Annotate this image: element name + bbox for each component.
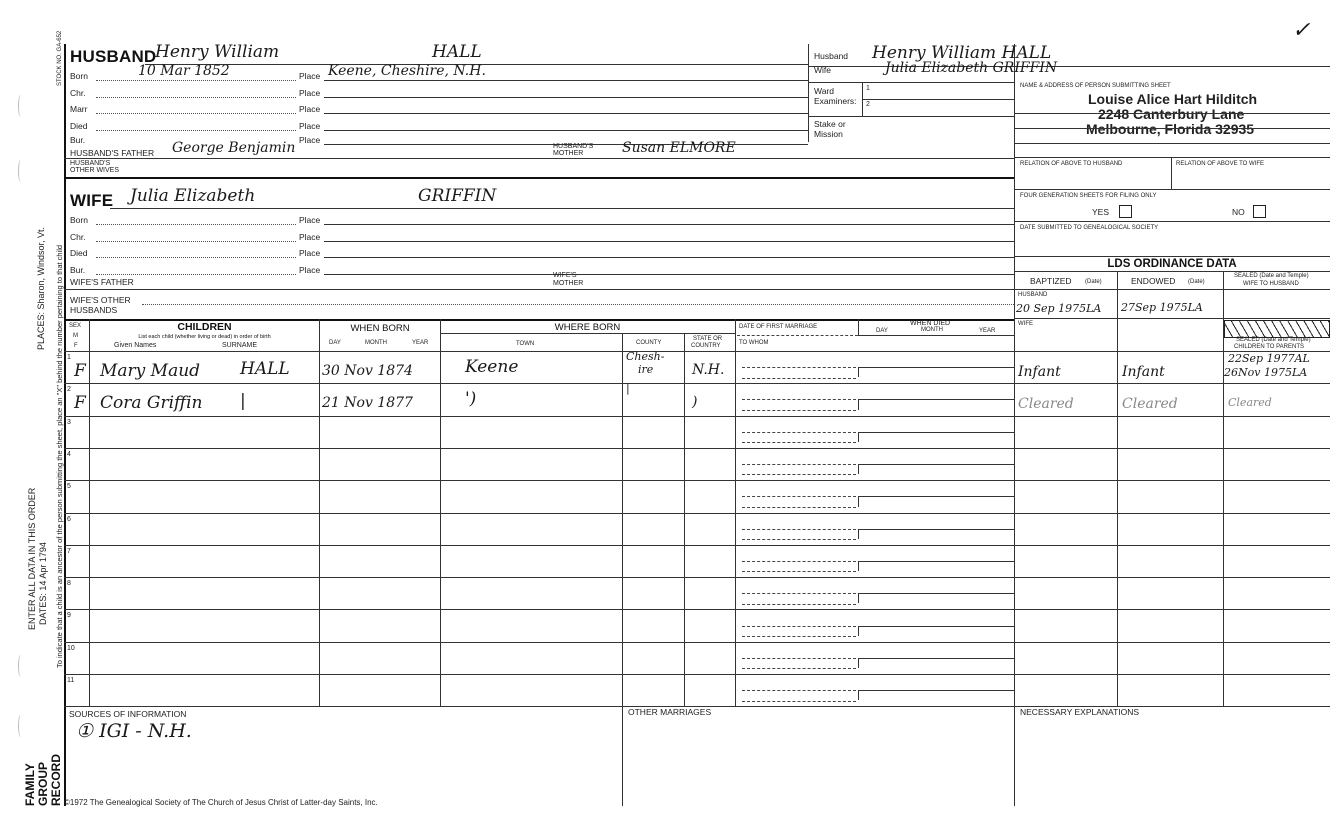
child-sex: F	[74, 361, 86, 381]
child-sex: F	[74, 393, 86, 414]
child-county-1: |	[626, 382, 630, 396]
child-number: 3	[67, 418, 71, 426]
died-box-line	[858, 529, 859, 539]
husbands-father-label: HUSBAND'S FATHER	[70, 148, 155, 158]
died-box-line	[858, 626, 1014, 627]
to-whom-label: TO WHOM	[739, 340, 769, 346]
wifes-mother-label-2: MOTHER	[553, 280, 584, 287]
wifes-other-label-1: WIFE'S OTHER	[70, 295, 131, 305]
child-state: )	[692, 394, 698, 411]
mission-label: Mission	[814, 129, 843, 139]
field-line	[96, 274, 296, 275]
dates-note: DATES: 14 Apr 1794	[38, 542, 48, 625]
died-box-line	[858, 690, 1014, 691]
examiners-mid	[862, 99, 1014, 100]
right-column-divider	[1014, 44, 1015, 806]
section-divider	[64, 177, 1014, 179]
address-line	[1014, 128, 1330, 129]
first-marriage-label: DATE OF FIRST MARRIAGE	[739, 324, 818, 330]
wife-surname: GRIFFIN	[418, 186, 497, 206]
lds-row-line	[1014, 480, 1330, 481]
lds-row-line	[1014, 383, 1330, 384]
died-box-line	[858, 561, 859, 571]
field-line	[324, 130, 808, 131]
child-town: ')	[465, 389, 477, 410]
name-address-label: NAME & ADDRESS OF PERSON SUBMITTING SHEET	[1020, 83, 1171, 89]
where-born-label: WHERE BORN	[554, 322, 621, 333]
died-box-line	[858, 496, 859, 506]
child-row-line	[64, 448, 1014, 449]
field-line	[96, 97, 296, 98]
died-box-line	[858, 464, 1014, 465]
punch-mark	[18, 160, 23, 182]
form-title-group: GROUP	[36, 761, 50, 806]
stake-top	[808, 116, 1014, 117]
husbands-other-wives-1: HUSBAND'S	[70, 160, 111, 167]
place-label: Place	[299, 248, 321, 258]
ward-label: Ward	[814, 86, 834, 96]
examiner-2: 2	[866, 101, 870, 108]
field-line	[324, 224, 1014, 225]
col-divider	[684, 333, 685, 706]
where-born-line	[440, 333, 735, 334]
field-line	[64, 289, 1014, 290]
husbands-mother-label-2: MOTHER	[553, 150, 584, 157]
marriage-dash	[742, 507, 856, 508]
place-label: Place	[299, 135, 321, 145]
field-line	[324, 257, 1014, 258]
field-line	[324, 274, 1014, 275]
field-line	[64, 158, 1014, 159]
child-number: 8	[67, 580, 71, 588]
field-line	[324, 80, 808, 81]
child-row-line	[64, 642, 1014, 643]
sealed-wife-label-2: WIFE TO HUSBAND	[1243, 281, 1299, 287]
child-endowed: Infant	[1122, 364, 1165, 380]
child-row-line	[64, 513, 1014, 514]
lds-row-line	[1014, 577, 1330, 578]
when-died-label: WHEN DIED	[910, 320, 951, 327]
child-number: 11	[67, 677, 75, 684]
died-box-line	[858, 626, 859, 636]
child-given-names: Mary Maud	[100, 361, 201, 381]
child-number: 7	[67, 547, 71, 555]
ancestor-note: To indicate that a child is an ancestor of the person submitting the sheet, place an "X" behind the number pertaining to that child	[55, 244, 64, 668]
lds-wife-label: WIFE	[1018, 321, 1033, 327]
place-label: Place	[299, 232, 321, 242]
header-bottom	[64, 351, 1014, 352]
field-line	[324, 97, 808, 98]
marriage-dash	[742, 636, 856, 637]
relation-husband-label: RELATION OF ABOVE TO HUSBAND	[1020, 161, 1123, 167]
sex-label: SEX	[69, 323, 82, 329]
marriage-dash	[742, 658, 856, 659]
baptized-label: BAPTIZED	[1030, 276, 1072, 286]
husbands-father: George Benjamin	[172, 140, 296, 156]
child-sealed-1: 22Sep 1977AL	[1228, 352, 1310, 365]
husband-surname: HALL	[432, 42, 482, 62]
marriage-dash	[742, 432, 856, 433]
lds-row-line	[1014, 448, 1330, 449]
submitter-name: Louise Alice Hart Hilditch	[1088, 91, 1258, 107]
submitter-street: 2248 Canterbury Lane	[1098, 106, 1245, 122]
marriage-dash	[742, 442, 856, 443]
marriage-dash	[742, 399, 856, 400]
child-row-line	[64, 416, 1014, 417]
field-line	[96, 224, 296, 225]
husband-given-names: Henry William	[155, 42, 280, 62]
wife-heading: WIFE	[70, 191, 114, 210]
field-line	[142, 304, 1014, 305]
address-line	[1014, 113, 1330, 114]
marriage-dash	[742, 367, 856, 368]
died-day-label: DAY	[876, 328, 888, 334]
col-divider	[622, 333, 623, 806]
died-box-line	[858, 658, 859, 668]
lds-line	[1014, 271, 1330, 272]
marriage-dash	[742, 529, 856, 530]
child-born-date: 21 Nov 1877	[322, 395, 413, 412]
field-line	[96, 257, 296, 258]
four-gen-label: FOUR GENERATION SHEETS FOR FILING ONLY	[1020, 193, 1157, 199]
died-box-line	[858, 658, 1014, 659]
stake-label: Stake or	[814, 119, 846, 129]
marriage-dash	[742, 539, 856, 540]
child-baptized: Infant	[1018, 364, 1061, 380]
child-row-line	[64, 674, 1014, 675]
husband-baptized: 20 Sep 1975LA	[1016, 302, 1102, 315]
four-gen-bottom	[1014, 221, 1330, 222]
submitter-city: Melbourne, Florida 32935	[1086, 121, 1255, 137]
endowed-label: ENDOWED	[1131, 276, 1176, 286]
child-county-1: Chesh-	[626, 350, 665, 363]
yes-checkbox[interactable]	[1119, 205, 1132, 218]
children-note: List each child (whether living or dead) in order of birth	[138, 334, 271, 340]
date-submitted-label: DATE SUBMITTED TO GENEALOGICAL SOCIETY	[1020, 225, 1159, 231]
marr-label: Marr	[70, 104, 88, 114]
given-names-label: Given Names	[114, 342, 157, 349]
no-checkbox[interactable]	[1253, 205, 1266, 218]
lds-row-line	[1014, 609, 1330, 610]
died-month-label: MONTH	[921, 327, 943, 333]
places-note: PLACES: Sharon, Windsor, Vt.	[36, 226, 46, 350]
wifes-father-label: WIFE'S FATHER	[70, 277, 134, 287]
husband-endowed: 27Sep 1975LA	[1121, 301, 1203, 314]
when-born-label: WHEN BORN	[350, 323, 410, 334]
child-number: 5	[67, 483, 71, 491]
marriage-dash	[742, 496, 856, 497]
child-town: Keene	[465, 357, 519, 377]
copyright: ©1972 The Genealogical Society of The Church of Jesus Christ of Latter-day Saints, Inc.	[64, 798, 378, 807]
place-label: Place	[299, 104, 321, 114]
born-label: Born	[70, 215, 88, 225]
died-box-line	[858, 690, 859, 700]
lds-row-line	[1014, 513, 1330, 514]
died-box-line	[858, 593, 859, 603]
child-number: 1	[67, 354, 71, 361]
relation-wife-label: RELATION OF ABOVE TO WIFE	[1176, 161, 1265, 167]
children-label: CHILDREN	[177, 321, 232, 333]
header-husband-name: Henry William HALL	[872, 43, 1052, 63]
punch-mark	[18, 95, 23, 117]
wifes-other-label-2: HUSBANDS	[70, 305, 118, 315]
lds-line	[1014, 289, 1330, 290]
surname-label: SURNAME	[222, 342, 258, 349]
examiners-label: Examiners:	[814, 96, 857, 106]
form-title-family: FAMILY	[23, 763, 37, 806]
lds-line	[1014, 318, 1330, 319]
child-number: 4	[67, 450, 71, 458]
county-label: COUNTY	[636, 340, 662, 346]
died-box-line	[858, 593, 1014, 594]
bur-label: Bur.	[70, 135, 86, 145]
died-box-line	[858, 399, 859, 409]
day-label: DAY	[329, 340, 341, 346]
col-divider	[858, 319, 859, 335]
died-box-line	[858, 529, 1014, 530]
marriage-dash	[742, 378, 856, 379]
died-box-line	[858, 367, 1014, 368]
marriage-dash	[742, 626, 856, 627]
address-line	[1014, 143, 1330, 144]
field-line	[96, 130, 296, 131]
town-label: TOWN	[516, 341, 535, 347]
child-row-line	[64, 577, 1014, 578]
child-row-line	[64, 545, 1014, 546]
sealed-child-label-2: CHILDREN TO PARENTS	[1234, 344, 1305, 350]
child-baptized: Cleared	[1018, 396, 1074, 413]
lds-row-line	[1014, 545, 1330, 546]
field-line	[324, 241, 1014, 242]
field-line	[96, 80, 296, 81]
sealed-hatch	[1224, 320, 1330, 338]
child-number: 9	[67, 612, 71, 620]
field-line	[96, 241, 296, 242]
sex-m-label: M	[73, 333, 78, 339]
wife-name-line	[110, 208, 1014, 209]
sex-f-label: F	[74, 343, 78, 349]
sealed-wife-label-1: SEALED (Date and Temple)	[1234, 273, 1309, 279]
husbands-other-wives-2: OTHER WIVES	[70, 167, 120, 174]
lds-row-line	[1014, 416, 1330, 417]
baptized-date-tag: (Date)	[1085, 279, 1102, 285]
died-label: Died	[70, 121, 88, 131]
marriage-dash	[742, 474, 856, 475]
child-number: 6	[67, 515, 71, 523]
no-label: NO	[1232, 207, 1245, 217]
marriage-header-dash	[737, 335, 858, 336]
died-box-line	[858, 464, 859, 474]
child-row-line	[64, 480, 1014, 481]
header-divider	[808, 44, 809, 142]
yes-label: YES	[1092, 207, 1110, 217]
sources-label: SOURCES OF INFORMATION	[69, 709, 187, 719]
ward-top	[808, 82, 1014, 83]
chr-label: Chr.	[70, 88, 86, 98]
child-surname: |	[240, 391, 246, 412]
husbands-mother-label-1: HUSBAND'S	[553, 143, 594, 150]
field-line	[96, 113, 296, 114]
r-husband-label: Husband	[814, 51, 849, 61]
child-sealed-2: 26Nov 1975LA	[1224, 366, 1308, 379]
died-header-line	[858, 335, 1014, 336]
place-label: Place	[299, 88, 321, 98]
explanations-label: NECESSARY EXPLANATIONS	[1020, 707, 1140, 717]
died-year-label: YEAR	[979, 328, 996, 334]
place-label: Place	[299, 121, 321, 131]
state-label-1: STATE OR	[693, 336, 723, 342]
wifes-mother-label-1: WIFE'S	[553, 272, 577, 279]
sealed-child-label-1: SEALED (Date and Temple)	[1236, 337, 1311, 343]
marriage-dash	[742, 690, 856, 691]
lds-row-line	[1014, 674, 1330, 675]
died-box-line	[858, 432, 1014, 433]
died-label: Died	[70, 248, 88, 258]
relation-divider	[1171, 157, 1172, 189]
husband-born-date: 10 Mar 1852	[138, 63, 230, 79]
died-box-line	[858, 496, 1014, 497]
marriage-dash	[742, 593, 856, 594]
place-label: Place	[299, 265, 321, 275]
other-marriages-label: OTHER MARRIAGES	[628, 707, 712, 717]
died-box-line	[858, 367, 859, 377]
lds-title: LDS ORDINANCE DATA	[1107, 258, 1237, 270]
check-mark: ✓	[1292, 18, 1311, 43]
wife-given-names: Julia Elizabeth	[130, 186, 256, 206]
examiner-1: 1	[866, 85, 870, 92]
child-surname: HALL	[240, 359, 290, 379]
form-title-record: RECORD	[49, 753, 63, 806]
died-box-line	[858, 399, 1014, 400]
marriage-dash	[742, 464, 856, 465]
place-label: Place	[299, 71, 321, 81]
marriage-dash	[742, 604, 856, 605]
child-given-names: Cora Griffin	[100, 393, 203, 414]
marriage-dash	[742, 561, 856, 562]
husbands-mother: Susan ELMORE	[622, 140, 736, 156]
punch-mark	[18, 655, 23, 677]
state-label-2: COUNTRY	[691, 343, 721, 349]
endowed-date-tag: (Date)	[1188, 279, 1205, 285]
enter-order-note: ENTER ALL DATA IN THIS ORDER	[27, 487, 37, 630]
lds-husband-label: HUSBAND	[1018, 292, 1048, 298]
born-label: Born	[70, 71, 88, 81]
punch-mark	[18, 715, 23, 737]
child-state: N.H.	[692, 362, 725, 378]
husband-born-place: Keene, Cheshire, N.H.	[328, 63, 486, 79]
place-label: Place	[299, 215, 321, 225]
lds-row-line	[1014, 642, 1330, 643]
marriage-dash	[742, 668, 856, 669]
child-county-2: ire	[638, 363, 654, 376]
child-number: 2	[67, 386, 71, 394]
child-sealed-1: Cleared	[1228, 396, 1272, 410]
marriage-dash	[742, 571, 856, 572]
header-wife-name: Julia Elizabeth GRIFFIN	[885, 60, 1058, 76]
child-endowed: Cleared	[1122, 396, 1178, 413]
stock-number: STOCK NO. GA-652	[57, 30, 63, 86]
child-row-line	[64, 609, 1014, 610]
died-box-line	[858, 561, 1014, 562]
address-line	[1014, 157, 1330, 158]
field-line	[324, 113, 808, 114]
month-label: MONTH	[365, 340, 387, 346]
child-row-line	[64, 383, 1014, 384]
died-box-line	[858, 432, 859, 442]
marriage-dash	[742, 410, 856, 411]
child-born-date: 30 Nov 1874	[322, 363, 413, 379]
submitted-bottom	[1014, 256, 1330, 257]
relation-bottom	[1014, 189, 1330, 190]
r-wife-label: Wife	[814, 65, 831, 75]
bur-label: Bur.	[70, 265, 86, 275]
husband-heading: HUSBAND	[70, 47, 157, 66]
chr-label: Chr.	[70, 232, 86, 242]
year-label: YEAR	[412, 340, 429, 346]
marriage-dash	[742, 701, 856, 702]
sources-text: ① IGI - N.H.	[76, 720, 192, 742]
child-number: 10	[67, 644, 75, 652]
